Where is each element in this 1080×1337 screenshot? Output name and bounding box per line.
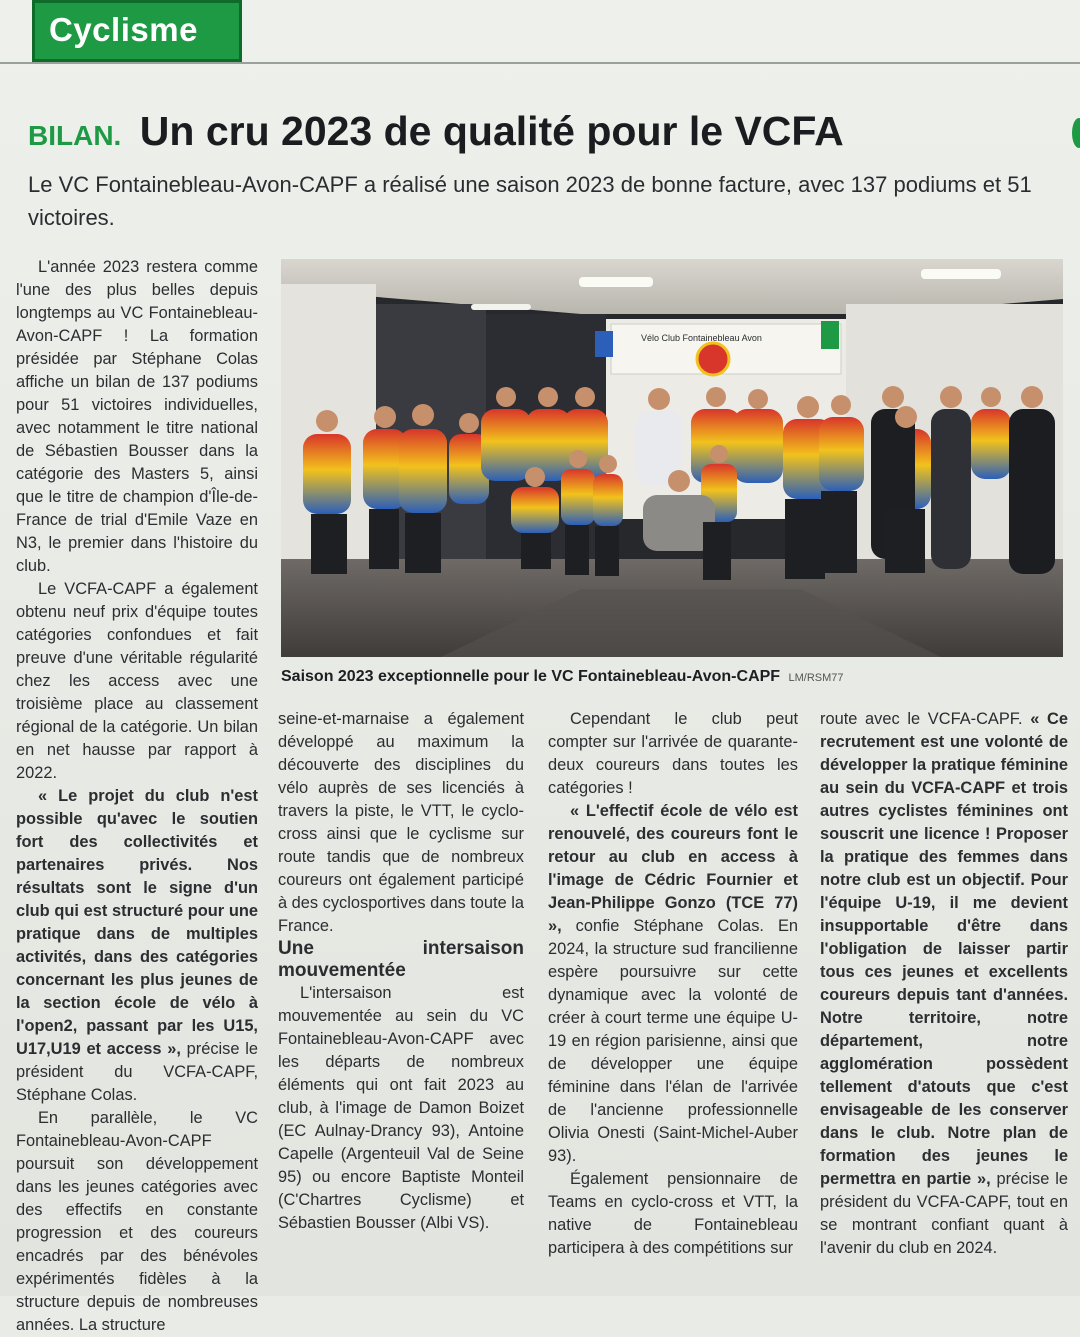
article-column-3 [548,708,798,1260]
paragraph-quote [548,800,798,1168]
paragraph: Cependant le club peut compter sur l'arrivée de quarante-deux coureurs dans toutes les catégories ! [548,710,798,797]
quote-text: « Le projet du club n'est possible qu'avec le soutien fort des collectivités et partenaires privés. Nos résultats sont le signe d'un club qui est structuré pour une pratique dans de multiples activités, dans des catégories concernant les plus jeunes de la section école de vélo à l'open2, passant par les U15, U17,U19 et access », [16,787,258,1058]
article-column-4 [820,708,1068,1260]
club-logo-icon [697,343,729,375]
section-rubric [32,0,242,62]
photo-caption [281,668,1071,686]
photo-caption-text: Saison 2023 exceptionnelle pour le VC Fontainebleau-Avon-CAPF [281,668,781,685]
article-column-2 [278,708,524,1235]
team-photo [281,259,1063,657]
photo-credit: LM/RSM77 [788,672,844,684]
paragraph-start: route avec le VCFA-CAPF. [820,710,1023,728]
quote-attribution: précise le président du VCFA-CAPF, Stéphane Colas. [16,1040,258,1104]
team-photo-illustration [281,259,1063,657]
paragraph-quote [820,708,1068,1260]
article-column-1 [16,256,258,1337]
paragraph: Également pensionnaire de Teams en cyclo-cross et VTT, la native de Fontainebleau participera à des compétitions sur [548,1170,798,1257]
banner-text: Vélo Club Fontainebleau Avon [641,333,762,343]
headline-title: Un cru 2023 de qualité pour le VCFA [139,108,844,154]
paragraph-quote [16,785,258,1107]
paragraph: L'intersaison est mouvementée au sein du VC Fontainebleau-Avon-CAPF avec les départs de nombreux éléments qui ont fait 2023 au club, à l'image de Damon Boizet (EC Aulnay-Drancy 93), Antoine Capelle (Argenteuil Val de Seine 95) ou encore Baptiste Monteil (C'Chartres Cyclisme) et Sébastien Bousser (Albi VS). [278,984,524,1232]
article-lede: Le VC Fontainebleau-Avon-CAPF a réalisé une saison 2023 de bonne facture, avec 137 podiums et 51 victoires. [28,172,1032,230]
page-edge-marker [1072,118,1080,148]
paragraph: Le VCFA-CAPF a également obtenu neuf prix d'équipe toutes catégories confondues et fait preuve d'une véritable régularité chez les access avec une troisième place au classement régional de la catégorie. Un bilan en net hausse par rapport à 2022. [16,580,258,782]
quote-text: « Ce recrutement est une volonté de développer la pratique féminine au sein du VCFA-CAPF et trois autres cyclistes féminines ont souscrit une licence ! Proposer la pratique des femmes dans notre club est un objectif. Pour l'équipe U-19, il me devient insupportable d'être dans l'obligation de laisser partir tous ces jeunes et excellents coureurs depuis tant d'années. Notre territoire, notre département, notre agglomération possèdent tellement d'atouts que c'est envisageable de les conserver dans le club. Notre plan de formation des jeunes le permettra en partie », [820,710,1068,1188]
paragraph: En parallèle, le VC Fontainebleau-Avon-CAPF poursuit son développement dans les jeunes catégories avec des effectifs en constante progression et des coureurs encadrés par des bénévoles expérimentés fidèles à la structure depuis de nombreuses années. La structure [16,1109,258,1334]
quote-attribution: précise le président du VCFA-CAPF, tout en se montrant confiant quant à l'avenir du club en 2024. [820,1170,1068,1257]
section-rubric-label: Cyclisme [49,11,198,48]
section-header-bar [0,0,1080,64]
paragraph: seine-et-marnaise a également développé au maximum la découverte des disciplines du vélo auprès de ses licenciés à travers la piste, le VTT, le cyclo-cross ainsi que le cyclisme sur route tandis que de nombreux coureurs ont également participé à des cyclosportives dans toute la France. [278,710,524,935]
quote-text: « L'effectif école de vélo est renouvelé, des coureurs font le retour au club en access à l'image de Cédric Fournier et Jean-Philippe Gonzo (TCE 77) », [548,802,798,935]
subheading: Une intersaison mouvementée [278,938,524,981]
paragraph: L'année 2023 restera comme l'une des plus belles depuis longtemps au VC Fontainebleau-Avon-CAPF ! La formation présidée par Stéphane Colas affiche un bilan de 137 podiums pour 51 victoires individuelles, avec notamment le titre national de Sébastien Bousser dans la catégorie des Masters 5, ainsi que le titre de champion d'Île-de-France de trial d'Emile Vaze en N3, le premier dans l'histoire du club. [16,258,258,575]
quote-attribution: confie Stéphane Colas. En 2024, la structure sud francilienne espère poursuivre sur cette dynamique avec la volonté de créer à court terme une équipe U-19 en région parisienne, ainsi que de développer une équipe féminine dans l'élan de l'arrivée de l'ancienne professionnelle Olivia Onesti (Saint-Michel-Auber 93). [548,917,798,1165]
headline [28,108,1048,158]
headline-kicker: BILAN. [28,120,122,151]
